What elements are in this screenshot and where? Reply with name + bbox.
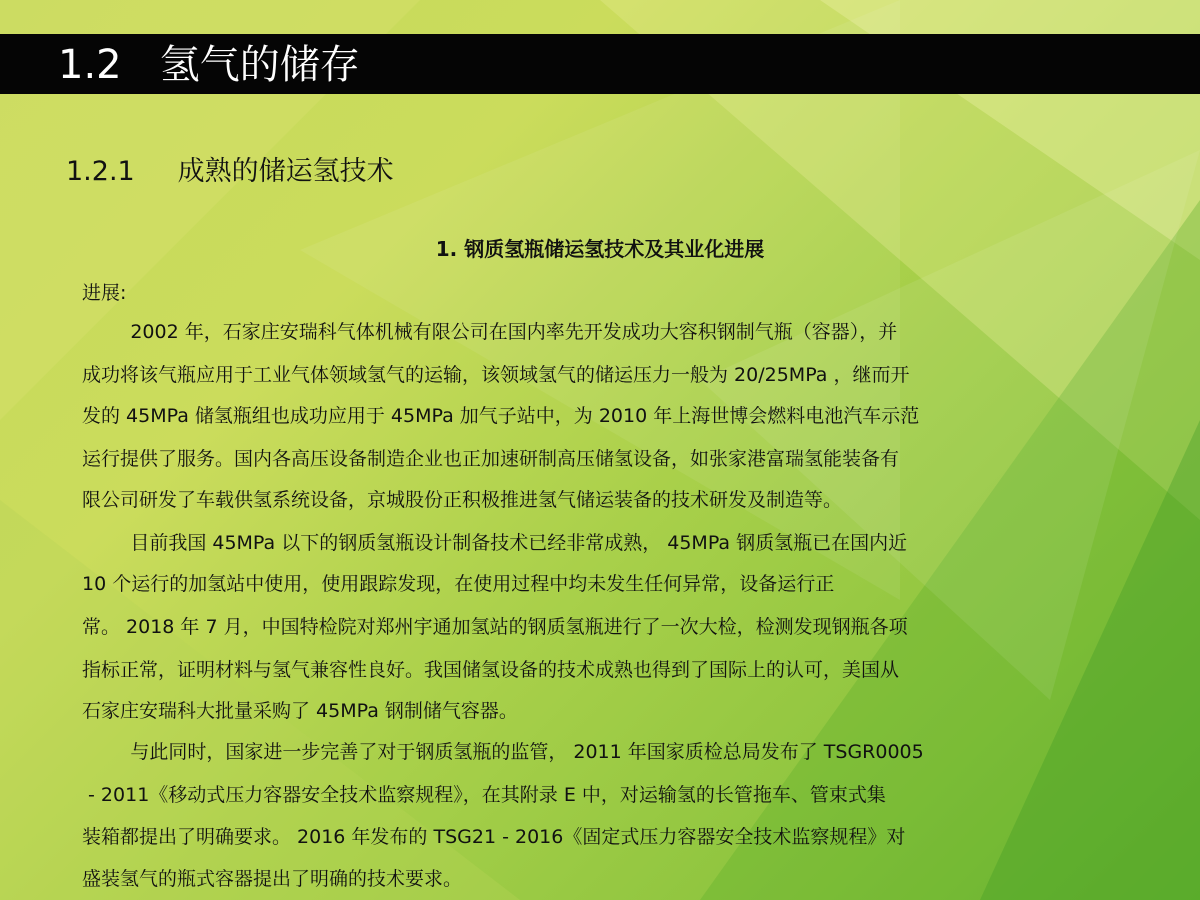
body-line: 10 个运行的加氢站中使用，使用跟踪发现，在使用过程中均未发生任何异常，设备运行正 bbox=[82, 573, 835, 595]
body-line: 常。 2018 年 7 月，中国特检院对郑州宇通加氢站的钢质氢瓶进行了一次大检，检测发现钢瓶各项 bbox=[82, 616, 908, 638]
body-line: 2002 年，石家庄安瑞科气体机械有限公司在国内率先开发成功大容积钢制气瓶（容器），并 bbox=[82, 321, 898, 343]
body-line: 与此同时，国家进一步完善了对于钢质氢瓶的监管， 2011 年国家质检总局发布了 TSGR0005 bbox=[82, 741, 924, 763]
section-subtitle: 1.2.1 成熟的储运氢技术 bbox=[66, 156, 394, 187]
progress-label: 进展: bbox=[82, 282, 127, 304]
body-line: 石家庄安瑞科大批量采购了 45MPa 钢制储气容器。 bbox=[82, 700, 518, 722]
body-line: - 2011《移动式压力容器安全技术监察规程》，在其附录 E 中，对运输氢的长管拖车、管束式集 bbox=[82, 784, 886, 806]
body-line: 发的 45MPa 储氢瓶组也成功应用于 45MPa 加气子站中，为 2010 年上海世博会燃料电池汽车示范 bbox=[82, 405, 920, 427]
section-heading: 1. 钢质氢瓶储运氢技术及其业化进展 bbox=[435, 237, 765, 261]
body-line: 运行提供了服务。国内各高压设备制造企业也正加速研制高压储氢设备，如张家港富瑞氢能装备有 bbox=[82, 448, 900, 470]
body-line: 目前我国 45MPa 以下的钢质氢瓶设计制备技术已经非常成熟， 45MPa 钢质氢瓶已在国内近 bbox=[82, 532, 908, 554]
body-line: 盛装氢气的瓶式容器提出了明确的技术要求。 bbox=[82, 868, 463, 890]
body-line: 限公司研发了车载供氢系统设备，京城股份正积极推进氢气储运装备的技术研发及制造等。 bbox=[82, 489, 843, 511]
body-line: 成功将该气瓶应用于工业气体领域氢气的运输，该领域氢气的储运压力一般为 20/25MPa ，继而开 bbox=[82, 364, 910, 386]
body-line: 装箱都提出了明确要求。 2016 年发布的 TSG21 - 2016《固定式压力容器安全技术监察规程》对 bbox=[82, 826, 906, 848]
body-line: 指标正常，证明材料与氢气兼容性良好。我国储氢设备的技术成熟也得到了国际上的认可，美国从 bbox=[82, 659, 900, 681]
slide-title: 1.2 氢气的储存 bbox=[58, 42, 360, 88]
